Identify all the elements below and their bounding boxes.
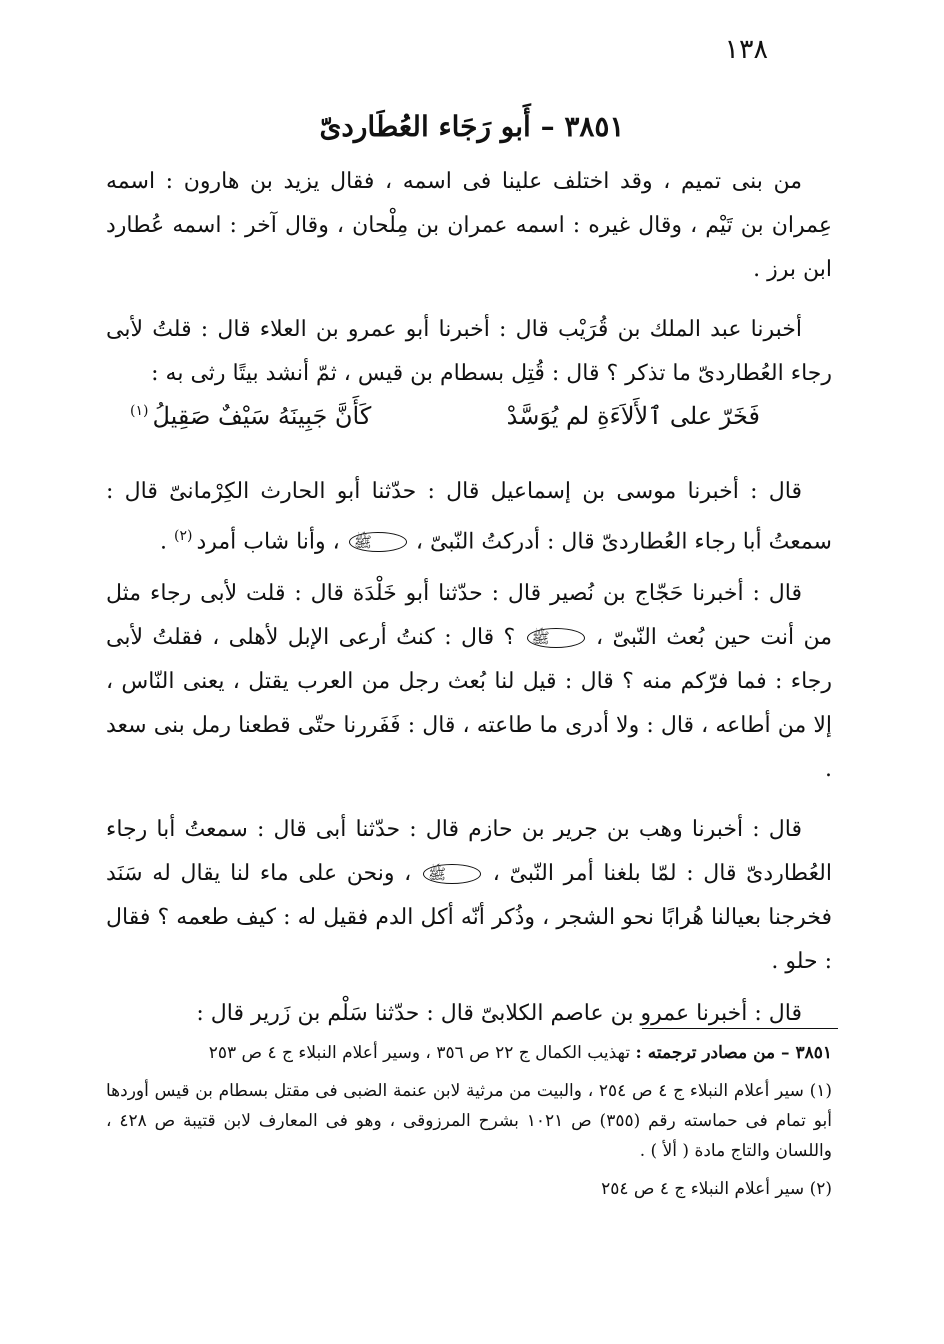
paragraph: قال : أخبرنا وهب بن جرير بن حازم قال : حدّثنا أبى قال : سمعتُ أبا رجاء العُطاردىّ قال : لمّا بلغنا أمر النّبىّ ، ﷺ ، ونحن على ماء لنا يقال له سَنَد فخرجنا بعيالنا هُرابًا نحو الشجر ، وذُكر أنّه أكل الدم فقيل له : كيف طعمه ؟ فقال : حلو .: [106, 817, 832, 975]
footnotes: [106, 1038, 832, 1204]
footnote-ref: (٢): [173, 528, 193, 544]
poem-first-hemistich: فَخَرّ على ٱلأَلاَءَةِ لم يُوَسَّدْ: [506, 402, 760, 430]
entry-name: أَبو رَجَاء العُطَاردىّ: [319, 110, 531, 143]
paragraph: قال : أخبرنا حَجّاج بن نُصير قال : حدّثنا أبو خَلْدَة قال : قلت لأبى رجاء مثل من أنت حين بُعث النّبىّ ، ﷺ ؟ قال : كنتُ أرعى الإبل لأهلى ، فقلتُ لأبى رجاء : فما فرّكم منه ؟ قال : قيل لنا بُعث رجل من العرب يقتل ، يعنى النّاس ، إلا من أطاعه ، قال : ولا أدرى ما طاعته ، قال : فَفَررنا حتّى قطعنا رمل بنى سعد .: [106, 581, 832, 783]
paragraph: أخبرنا عبد الملك بن قُرَيْب قال : أخبرنا أبو عمرو بن العلاء قال : قلتُ لأبى رجاء العُطاردىّ ما تذكر ؟ قال : قُتِل بسطام بن قيس ، ثمّ أنشد بيتًا رثى به :: [106, 317, 832, 386]
entry-heading: [0, 110, 944, 143]
footnote-divider: [642, 1028, 838, 1029]
poem-verse: [130, 402, 760, 446]
salawat-symbol: ﷺ: [527, 628, 585, 648]
footnote-ref: (١): [130, 403, 149, 419]
salawat-symbol: ﷺ: [423, 864, 481, 884]
entry-number: ٣٨٥١: [564, 110, 625, 143]
body-text-top: [106, 160, 832, 396]
footnote-2: (٢) سير أعلام النبلاء ج ٤ ص ٢٥٤: [601, 1179, 832, 1199]
paragraph: قال : أخبرنا موسى بن إسماعيل قال : حدّثنا أبو الحارث الكِرْمانىّ قال : سمعتُ أبا رجاء العُطاردىّ قال : أدركتُ النّبىّ ، ﷺ ، وأنا شاب أمرد$^{(٢)}$ .: [106, 479, 832, 555]
paragraph: قال : أخبرنا عمرو بن عاصم الكلابىّ قال : حدّثنا سَلْم بن زَرير قال :: [196, 1001, 802, 1027]
page-number: ١٣٨: [724, 34, 768, 65]
salawat-symbol: ﷺ: [349, 532, 407, 552]
paragraph: من بنى تميم ، وقد اختلف علينا فى اسمه ، فقال يزيد بن هارون : اسمه عِمران بن تَيْم ، وقال غيره : اسمه عمران بن مِلْحان ، وقال آخر : اسمه عُطارد ابن برز .: [106, 169, 832, 282]
footnote-lead: ٣٨٥١ – من مصادر ترجمته :: [635, 1043, 832, 1063]
footnote-1: (١) سير أعلام النبلاء ج ٤ ص ٢٥٤ ، والبيت من مرثية لابن عنمة الضبى فى مقتل بسطام بن قيس أوردها أبو تمام فى حماسته رقم (٣٥٥) ص ١٠٢١ بشرح المرزوقى ، وهو فى المعارف لابن قتيبة ص ٤٢٨ ، واللسان والتاج مادة ( ألأ ) .: [106, 1081, 833, 1161]
body-text-bottom: [106, 470, 832, 1036]
footnote-sources: ٣٨٥١ – من مصادر ترجمته : تهذيب الكمال ج ٢٢ ص ٣٥٦ ، وسير أعلام النبلاء ج ٤ ص ٢٥٣: [208, 1043, 832, 1063]
poem-second-hemistich: كَأَنَّ جَبِينَهُ سَيْفٌ صَقِيلُ$^{(١)}$: [130, 402, 372, 430]
heading-dash: –: [540, 110, 555, 143]
